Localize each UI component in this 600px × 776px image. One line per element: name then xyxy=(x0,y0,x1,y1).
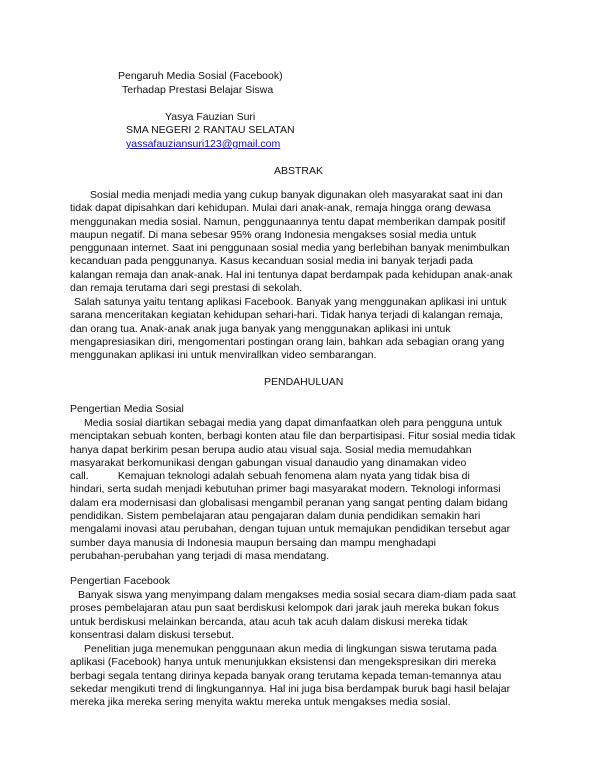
text-line: untuk berdiskusi melainkan bercanda, atau acuh tak acuh dalam diskusi mereka tidak xyxy=(70,615,468,628)
text-line: mengapresiasikan diri, mengomentari postingan orang lain, bahkan ada sebagian orang yang xyxy=(70,335,505,348)
author-name: Yasya Fauzian Suri xyxy=(165,111,256,123)
text-line: menciptakan sebuah konten, berbagi konten atau file dan berpartisipasi. Fitur sosial media tidak xyxy=(70,430,516,443)
text-line: tidak dapat dipisahkan dari kehidupan. Mulai dari anak-anak, remaja hingga orang dewasa xyxy=(70,202,491,215)
abstrak-heading: ABSTRAK xyxy=(274,165,324,177)
pendahuluan-paragraph-1 xyxy=(70,417,538,563)
text-line: Media sosial diartikan sebagai media yang dapat dimanfaatkan oleh para pengguna untuk xyxy=(84,417,502,429)
pendahuluan-paragraph-2 xyxy=(70,589,538,642)
paper-title-line2: Terhadap Prestasi Belajar Siswa xyxy=(122,84,274,96)
abstrak-paragraph-2 xyxy=(70,296,538,362)
text-line: berbagi segala tentang dirinya kepada banyak orang terutama kepada teman-temannya atau xyxy=(70,669,502,682)
text-line: sekedar mengikuti trend di lingkungannya. Hal ini juga bisa berdampak buruk bagi hasil belajar xyxy=(70,682,511,695)
section-subheading-media-sosial: Pengertian Media Sosial xyxy=(70,403,184,415)
text-line: menggunakan media sosial. Namun, penggunaannya tentu dapat memberikan dampak positif xyxy=(70,215,506,228)
text-line: sarana menceritakan kegiatan kehidupan sehari-hari. Tidak hanya terjadi di kalangan remaja, xyxy=(70,309,504,322)
text-line: pendidikan. Sistem pembelajaran atau pengajaran dalam dunia pendidikan semakin hari xyxy=(70,510,481,523)
text-line: sumber daya manusia di Indonesia maupun bersaing dan mampu menghadapi xyxy=(70,536,436,549)
pendahuluan-heading: PENDAHULUAN xyxy=(264,376,344,388)
text-line: kalangan remaja dan anak-anak. Hal ini tentunya dapat berdampak pada kehidupan anak-anak xyxy=(70,268,513,281)
text-line: Penelitian juga menemukan penggunaan akun media di lingkungan siswa terutama pada xyxy=(84,643,497,655)
text-line: mereka jika mereka sering menyita waktu mereka untuk mengakses media sosial. xyxy=(70,696,451,709)
text-line: hanya dapat berkirim pesan berupa audio atau visual saja. Sosial media memudahkan xyxy=(70,443,472,456)
pendahuluan-paragraph-3 xyxy=(70,643,538,709)
text-line: Banyak siswa yang menyimpang dalam mengakses media sosial secara diam-diam pada saat xyxy=(78,589,516,601)
text-line: menggunakan aplikasi ini untuk menvirallkan video sembarangan. xyxy=(70,349,377,362)
section-subheading-facebook: Pengertian Facebook xyxy=(70,575,170,587)
text-line: dan orang tua. Anak-anak anak juga banyak yang menggunakan aplikasi ini untuk xyxy=(70,322,451,335)
text-line: dan remaja terutama dari segi prestasi di sekolah. xyxy=(70,282,303,295)
text-line: dalam era modernisasi dan globalisasi mengambil peranan yang sangat penting dalam bidang xyxy=(70,496,508,509)
text-line: Salah satunya yaitu tentang aplikasi Facebook. Banyak yang menggunakan aplikasi ini untuk xyxy=(74,296,507,308)
text-line: perubahan-perubahan yang terjadi di masa mendatang. xyxy=(70,549,330,562)
author-email-link[interactable]: yassafauziansuri123@gmail.com xyxy=(126,138,281,150)
text-line: kecanduan pada penggunanya. Kasus kecanduan sosial media ini banyak terjadi pada xyxy=(70,255,473,268)
author-school: SMA NEGERI 2 RANTAU SELATAN xyxy=(126,124,295,136)
text-line: konsentrasi dalam diskusi tersebut. xyxy=(70,628,234,641)
paper-title-line1: Pengaruh Media Sosial (Facebook) xyxy=(118,70,283,82)
abstrak-paragraph-1 xyxy=(70,189,538,295)
text-line: mengalami inovasi atau perubahan, dengan tujuan untuk memajukan pendidikan tersebut agar xyxy=(70,523,511,536)
text-line: call. Kemajuan teknologi adalah sebuah fenomena alam nyata yang tidak bisa di xyxy=(70,470,470,483)
text-line: masyarakat berkomunikasi dengan gabungan visual danaudio yang dinamakan video xyxy=(70,456,467,469)
text-line: aplikasi (Facebook) hanya untuk menunjukkan eksistensi dan mengekspresikan diri mereka xyxy=(70,656,497,669)
text-line: penggunaan internet. Saat ini penggunaan sosial media yang berlebihan banyak menimbulkan xyxy=(70,242,510,255)
text-line: hindari, serta sudah menjadi kebutuhan primer bagi masyarakat modern. Teknologi informasi xyxy=(70,483,501,496)
text-line: maupun negatif. Di mana sebesar 95% orang Indonesia mengakses sosial media untuk xyxy=(70,228,477,241)
text-line: Sosial media menjadi media yang cukup banyak digunakan oleh masyarakat saat ini dan xyxy=(90,189,503,201)
text-line: proses pembelajaran atau pun saat berdiskusi kelompok dari jarak jauh mereka bukan fokus xyxy=(70,602,499,615)
